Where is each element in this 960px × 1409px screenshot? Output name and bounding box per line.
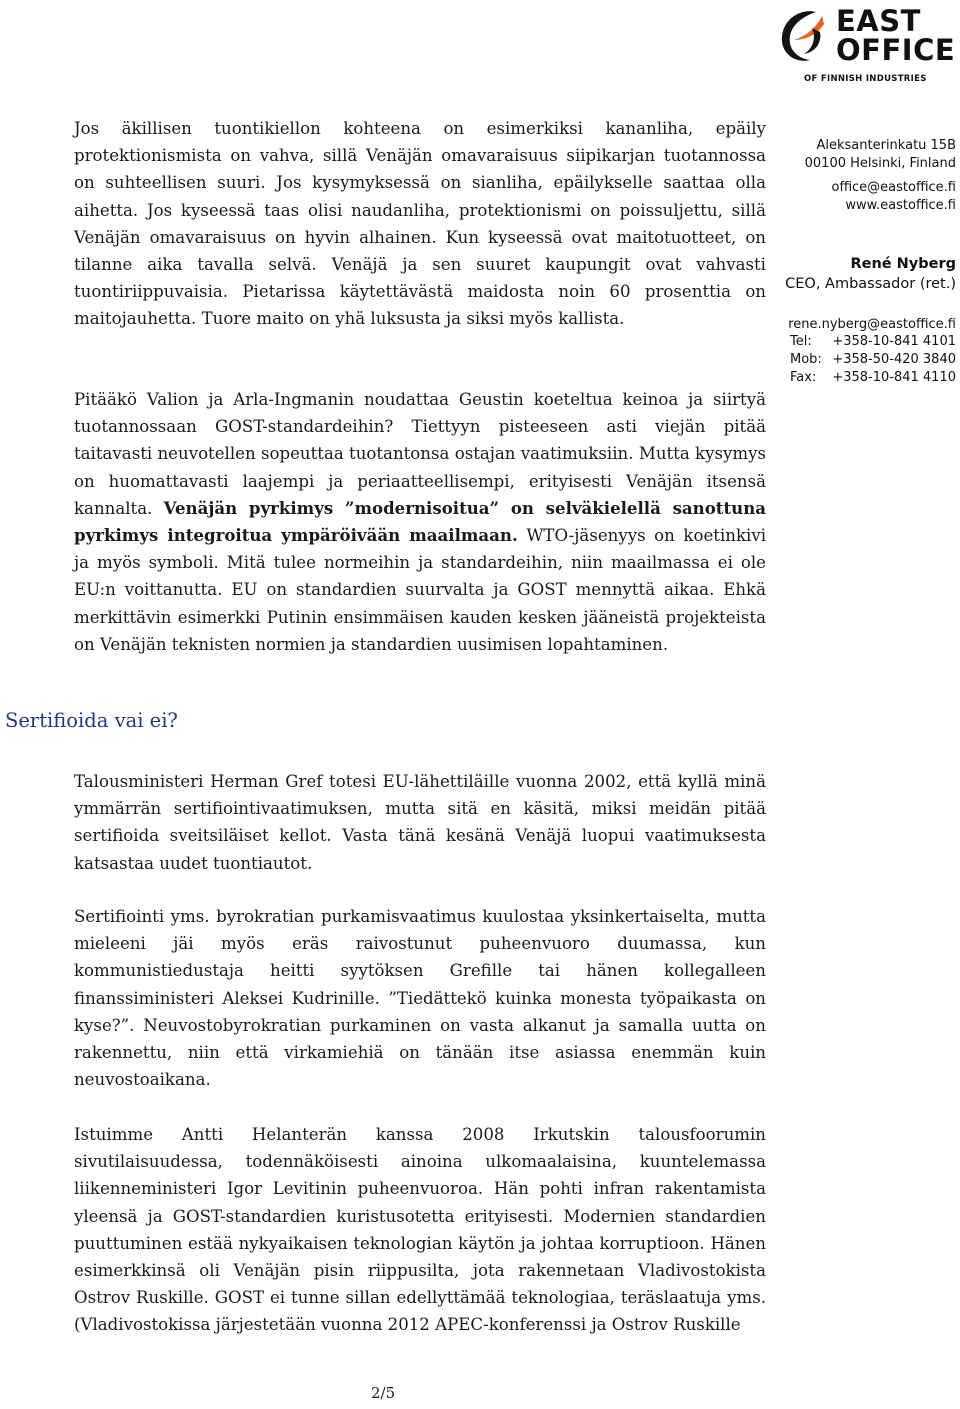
address-street: Aleksanterinkatu 15B bbox=[816, 138, 956, 153]
person-email[interactable]: rene.nyberg@eastoffice.fi bbox=[788, 317, 956, 332]
tel-label: Tel: bbox=[790, 334, 812, 349]
logo-text-subtitle: OF FINNISH INDUSTRIES bbox=[804, 74, 927, 84]
company-logo bbox=[772, 2, 960, 90]
mob-number: +358-50-420 3840 bbox=[832, 352, 956, 367]
person-name: René Nyberg bbox=[850, 256, 956, 272]
paragraph-4: Sertifiointi yms. byrokratian purkamisvaatimus kuulostaa yksinkertaiselta, mutta mieleeni jäi myös eräs raivostunut puheenvuoro duumassa, kun kommunistiedustaja heitti syytöksen Grefille tai hänen kollegalleen finanssiministeri Aleksei Kudrinille. ”Tiedättekö kuinka monesta työpaikasta on kyse?”. Neuvostobyrokratian purkaminen on vasta alkanut ja samalla uutta on rakennettu, niin että virkamiehiä on tänään itse asiassa enemmän kuin neuvostoaikana. bbox=[74, 907, 766, 1090]
paragraph-2-start: Pitääkö Valion ja Arla-Ingmanin noudattaa Geustin koeteltua keinoa ja siirtyä tuotannossaan GOST-standardeihin? Tiettyyn pisteeseen asti viejän pitää taitavasti neuvotellen sopeuttaa tuotantonsa ostajan vaatimuksiin. Mutta kysymys on huomattavasti laajempi ja periaatteellisempi, erityisesti Venäjän itsensä kannalta. bbox=[74, 390, 766, 518]
office-website[interactable]: www.eastoffice.fi bbox=[845, 198, 956, 213]
section-heading: Sertifioida vai ei? bbox=[5, 709, 178, 732]
paragraph-1: Jos äkillisen tuontikiellon kohteena on esimerkiksi kananliha, epäily protektionismista on vahva, sillä Venäjän omavaraisuus siipikarjan tuotannossa on suhteellisen suuri. Jos kysymyksessä on sianliha, epäilykselle saattaa olla aihetta. Jos kyseessä taas olisi naudanliha, protektionismi on poissuljettu, sillä Venäjän omavaraisuus on hyvin alhainen. Kun kyseessä ovat maitotuotteet, on tilanne aika tavalla selvä. Venäjä ja sen suuret kaupungit ovat vahvasti tuontiriippuvaisia. Pietarissa käytettävästä maidosta noin 60 prosenttia on maitojauhetta. Tuore maito on yhä luksusta ja siksi myös kallista. bbox=[74, 119, 766, 329]
paragraph-2-bold: Venäjän pyrkimys ”modernisoitua” on selväkielellä sanottuna pyrkimys integroitua ympäröivään maailmaan. bbox=[74, 497, 767, 546]
paragraph-3: Talousministeri Herman Gref totesi EU-lähettiläille vuonna 2002, että kyllä minä ymmärrän sertifiointivaatimuksen, mutta sitä en käsitä, miksi meidän pitää sertifioida sveitsiläiset kellot. Vasta tänä kesänä Venäjä luopui vaatimuksesta katsastaa uudet tuontiautot. bbox=[74, 772, 766, 873]
person-title: CEO, Ambassador (ret.) bbox=[785, 276, 956, 292]
paragraph-5: Istuimme Antti Helanterän kanssa 2008 Irkutskin talousfoorumin sivutilaisuudessa, todennäköisesti ainoina ulkomaalaisina, kuuntelemassa liikenneministeri Igor Levitinin puheenvuoroa. Hän pohti infran rakentamista yleensä ja GOST-standardien kuristusotetta erityisesti. Modernien standardien puuttuminen estää nykyaikaisen teknologian käytön ja johtaa korruptioon. Hänen esimerkkinsä oli Venäjän pisin riippusilta, jota rakennetaan Vladivostokista Ostrov Ruskille. GOST ei tunne sillan edellyttämää teknologiaa, teräslaatuja yms. (Vladivostokissa järjestetään vuonna 2012 APEC-konferenssi ja Ostrov Ruskille bbox=[74, 1125, 766, 1335]
east-office-logo-mark bbox=[772, 6, 834, 68]
logo-text-office: OFFICE bbox=[836, 33, 956, 67]
page-number: 2/5 bbox=[371, 1384, 396, 1402]
fax-label: Fax: bbox=[790, 370, 817, 385]
office-email[interactable]: office@eastoffice.fi bbox=[831, 180, 956, 195]
logo-text-east: EAST bbox=[836, 4, 921, 38]
paragraph-2 bbox=[74, 386, 766, 658]
mob-label: Mob: bbox=[790, 352, 822, 367]
tel-number: +358-10-841 4101 bbox=[832, 334, 956, 349]
address-city: 00100 Helsinki, Finland bbox=[804, 156, 956, 171]
fax-number: +358-10-841 4110 bbox=[832, 370, 956, 385]
paragraph-2-end: WTO-jäsenyys on koetinkivi ja myös symboli. Mitä tulee normeihin ja standardeihin, niin maailmassa ei ole EU:n voittanutta. EU on standardien suurvalta ja GOST mennyttä aikaa. Ehkä merkittävin esimerkki Putinin ensimmäisen kauden kesken jääneistä projekteista on Venäjän teknisten normien ja standardien uusimisen lopahtaminen. bbox=[74, 526, 766, 654]
